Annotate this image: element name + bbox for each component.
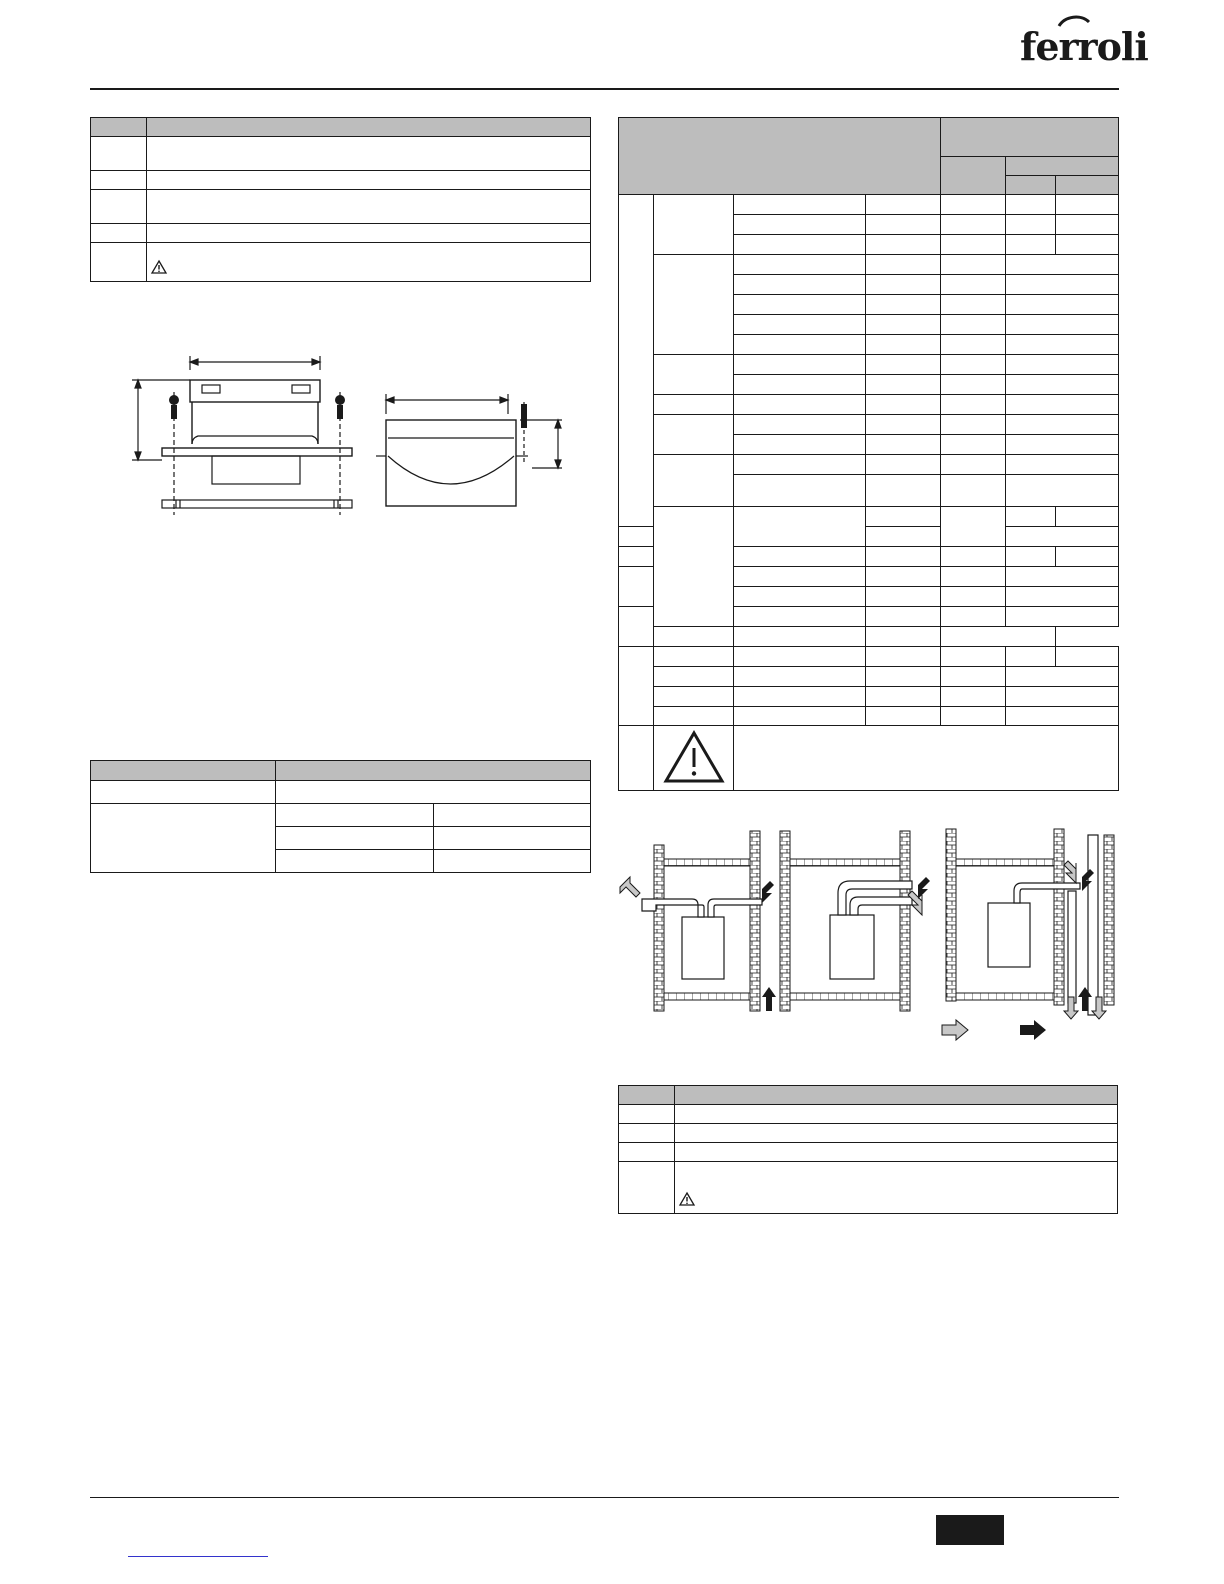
- left-top-table: [90, 117, 591, 282]
- brand-logo: ferroli: [1020, 24, 1148, 69]
- warning-triangle-icon: [679, 1192, 695, 1206]
- language-badge: [936, 1515, 1004, 1545]
- flue-configuration-diagram: [612, 825, 1124, 1045]
- footer-rule: [90, 1497, 1119, 1498]
- left-bottom-table: [90, 760, 591, 873]
- warning-triangle-icon: [151, 260, 167, 274]
- terminal-side-drawing: [372, 392, 572, 512]
- boiler-icon: [830, 915, 874, 979]
- boiler-icon: [682, 917, 724, 979]
- header-rule: [90, 88, 1119, 90]
- boiler-icon: [988, 903, 1030, 967]
- footer-link-underline[interactable]: [128, 1556, 268, 1557]
- flue-outlet-arrow-icon: [762, 869, 1094, 1040]
- flue-length-table: [618, 117, 1119, 791]
- terminal-installation-drawing: [120, 350, 380, 520]
- right-bottom-table: [618, 1085, 1118, 1214]
- warning-triangle-icon: [663, 730, 725, 784]
